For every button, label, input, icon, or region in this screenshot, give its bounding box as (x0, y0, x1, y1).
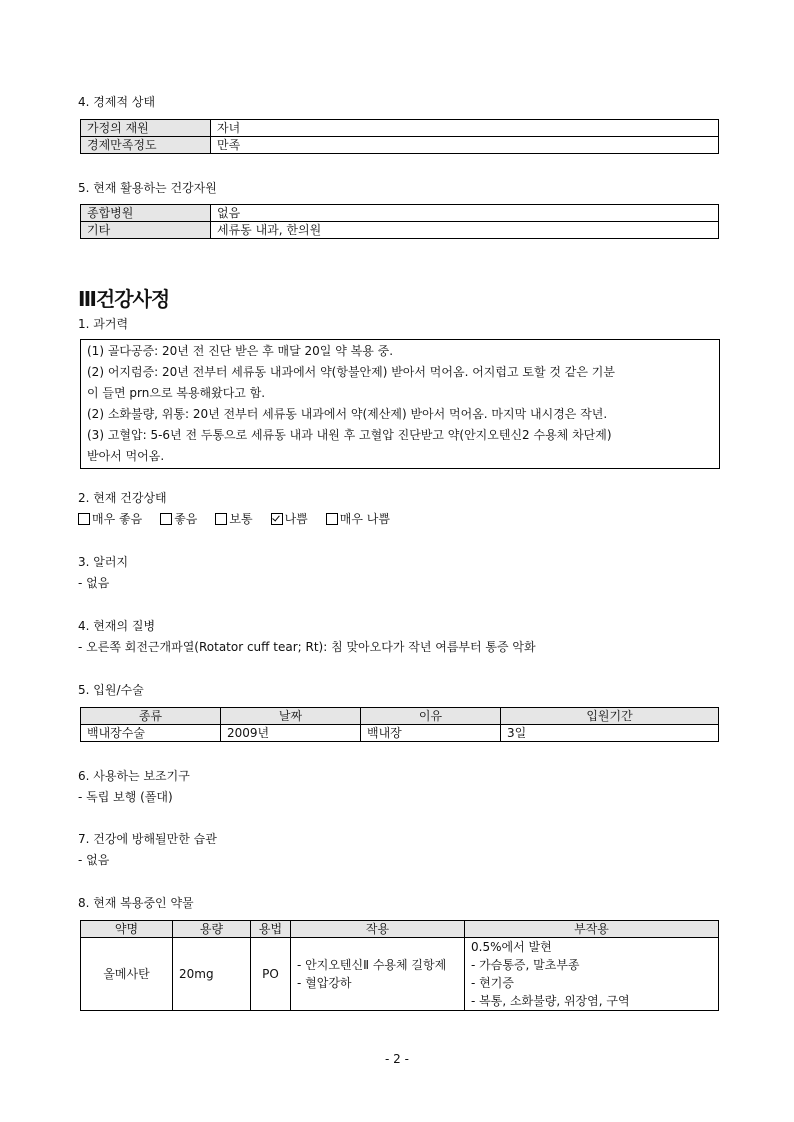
side-effect-line: - 복통, 소화불량, 위장염, 구역 (471, 994, 630, 1008)
med-name: 올메사탄 (81, 938, 173, 1011)
admission-table (80, 707, 719, 742)
admission-heading: 5. 입원/수술 (78, 683, 144, 697)
meds-table (80, 920, 719, 1011)
table-cell: 2009년 (221, 725, 361, 742)
health-resources-heading: 5. 현재 활용하는 건강자원 (78, 181, 217, 195)
table-row (81, 137, 719, 154)
allergy-heading: 3. 알러지 (78, 555, 129, 569)
habits-value: - 없음 (78, 853, 110, 867)
column-header: 입원기간 (501, 708, 719, 725)
side-effect-line: - 가슴통증, 말초부종 (471, 958, 580, 972)
past-history-line: (2) 소화불량, 위통: 20년 전부터 세류동 내과에서 약(제산제) 받아서 먹어옴. 마지막 내시경은 작년. (87, 407, 608, 421)
checkbox[interactable] (78, 513, 90, 525)
med-action (291, 938, 465, 1011)
economic-heading: 4. 경제적 상태 (78, 95, 156, 109)
column-header: 약명 (81, 921, 173, 938)
option-very-bad[interactable] (326, 510, 390, 527)
med-side-effects (465, 938, 719, 1011)
table-row (81, 725, 719, 742)
economic-key-0: 가정의 재원 (81, 120, 211, 137)
meds-heading: 8. 현재 복용중인 약물 (78, 896, 194, 910)
health-status-options (78, 510, 390, 527)
option-bad[interactable] (271, 510, 308, 527)
resource-key-0: 종합병원 (81, 205, 211, 222)
table-row (81, 938, 719, 1011)
past-history-line: (3) 고혈압: 5-6년 전 두통으로 세류동 내과 내원 후 고혈압 진단받고 약(안지오텐신2 수용체 차단제) (87, 428, 612, 442)
health-resources-table (80, 204, 719, 239)
table-cell: 백내장 (361, 725, 501, 742)
column-header: 이유 (361, 708, 501, 725)
option-label: 매우 나쁨 (339, 512, 390, 526)
economic-table (80, 119, 719, 154)
checkbox-checked[interactable] (271, 513, 283, 525)
side-effect-line: 0.5%에서 발현 (471, 940, 552, 954)
side-effect-line: - 현기증 (471, 976, 514, 990)
column-header: 작용 (291, 921, 465, 938)
checkbox[interactable] (215, 513, 227, 525)
allergy-value: - 없음 (78, 576, 110, 590)
option-very-good[interactable] (78, 510, 142, 527)
column-header: 부작용 (465, 921, 719, 938)
checkbox[interactable] (326, 513, 338, 525)
aids-heading: 6. 사용하는 보조기구 (78, 769, 190, 783)
action-line: - 안지오텐신Ⅱ 수용체 길항제 (297, 958, 447, 972)
med-dose: 20mg (173, 938, 251, 1011)
action-line: - 혈압강하 (297, 976, 352, 990)
column-header: 종류 (81, 708, 221, 725)
disease-value: - 오른쪽 회전근개파열(Rotator cuff tear; Rt): 침 맞아오다가 작년 여름부터 통증 악화 (78, 640, 536, 654)
table-header-row (81, 708, 719, 725)
page-number: - 2 - (385, 1052, 409, 1066)
table-cell: 3일 (501, 725, 719, 742)
habits-heading: 7. 건강에 방해될만한 습관 (78, 832, 217, 846)
option-label: 매우 좋음 (92, 512, 143, 526)
table-row (81, 120, 719, 137)
economic-key-1: 경제만족정도 (81, 137, 211, 154)
column-header: 용량 (173, 921, 251, 938)
past-history-line: (1) 골다공증: 20년 전 진단 받은 후 매달 20일 약 복용 중. (87, 344, 394, 358)
aids-value: - 독립 보행 (폴대) (78, 790, 173, 804)
med-route: PO (251, 938, 291, 1011)
past-history-box (80, 339, 720, 469)
current-health-heading: 2. 현재 건강상태 (78, 491, 167, 505)
past-history-heading: 1. 과거력 (78, 317, 129, 331)
table-row (81, 205, 719, 222)
economic-value-1: 만족 (211, 137, 719, 154)
option-label: 보통 (229, 512, 253, 526)
column-header: 날짜 (221, 708, 361, 725)
option-normal[interactable] (215, 510, 252, 527)
table-cell: 백내장수술 (81, 725, 221, 742)
checkbox[interactable] (160, 513, 172, 525)
resource-value-0: 없음 (211, 205, 719, 222)
table-header-row (81, 921, 719, 938)
table-row (81, 222, 719, 239)
option-good[interactable] (160, 510, 197, 527)
resource-key-1: 기타 (81, 222, 211, 239)
option-label: 좋음 (174, 512, 198, 526)
past-history-line: (2) 어지럼증: 20년 전부터 세류동 내과에서 약(항불안제) 받아서 먹어옴. 어지럽고 토할 것 같은 기분 (87, 365, 615, 379)
economic-value-0: 자녀 (211, 120, 719, 137)
disease-heading: 4. 현재의 질병 (78, 619, 156, 633)
past-history-line: 받아서 먹어옴. (87, 449, 165, 463)
past-history-line: 이 들면 prn으로 복용해왔다고 함. (87, 386, 266, 400)
option-label: 나쁨 (284, 512, 308, 526)
resource-value-1: 세류동 내과, 한의원 (211, 222, 719, 239)
section-title: Ⅲ건강사정 (78, 287, 170, 311)
column-header: 용법 (251, 921, 291, 938)
